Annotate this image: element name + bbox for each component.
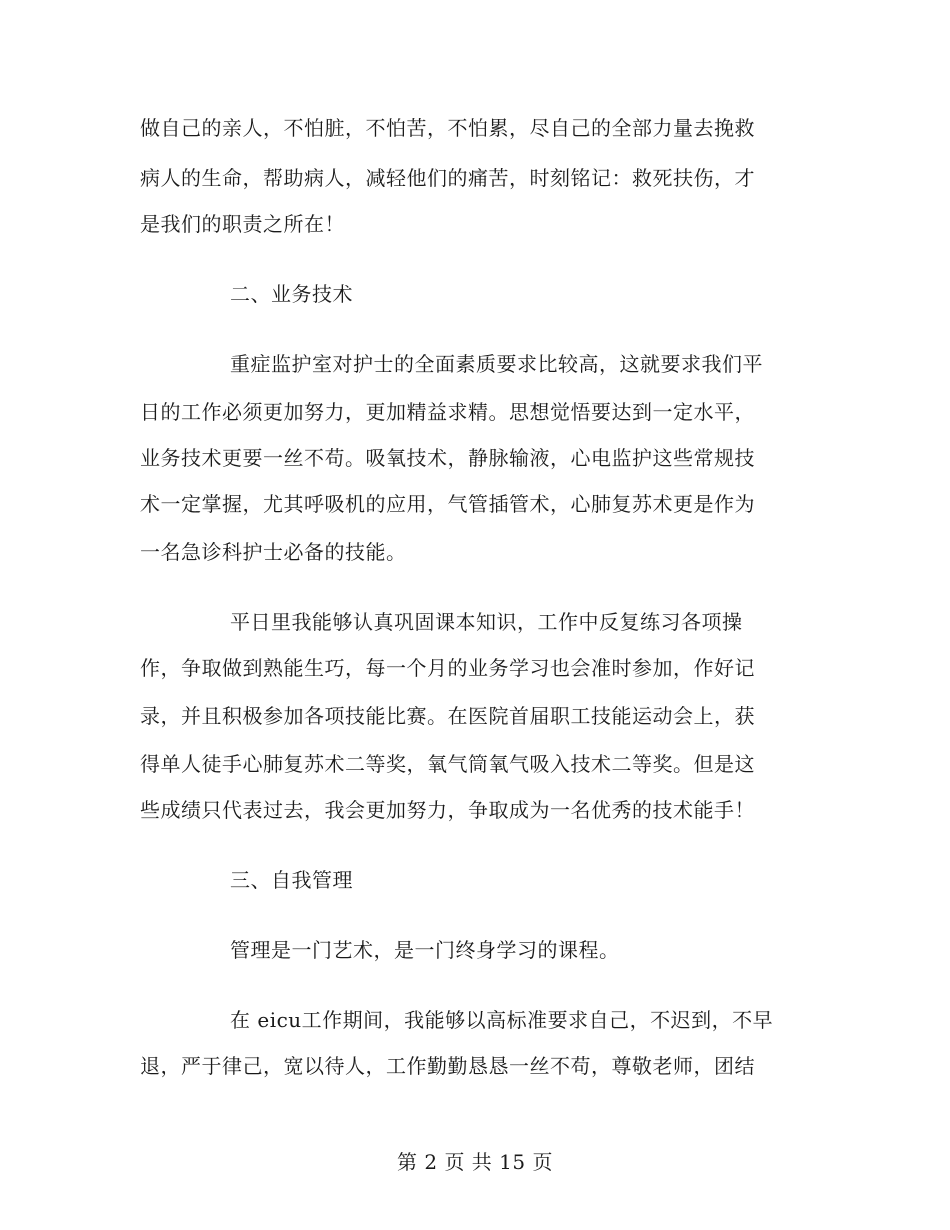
paragraph-line: 一名急诊科护士必备的技能。 bbox=[140, 540, 407, 564]
paragraph-line: 业务技术更要一丝不苟。吸氧技术，静脉输液，心电监护这些常规技 bbox=[140, 446, 755, 470]
paragraph-line: 病人的生命，帮助病人，减轻他们的痛苦，时刻铭记：救死扶伤，才 bbox=[140, 166, 755, 190]
paragraph-line: 在 eicu工作期间，我能够以高标准要求自己，不迟到，不早 bbox=[230, 1008, 774, 1032]
paragraph-line: 管理是一门艺术，是一门终身学习的课程。 bbox=[230, 938, 620, 962]
paragraph-line: 得单人徒手心肺复苏术二等奖，氧气筒氧气吸入技术二等奖。但是这 bbox=[140, 752, 755, 776]
section-heading-business-skills: 二、业务技术 bbox=[230, 282, 353, 306]
page-number-footer: 第 2 页 共 15 页 bbox=[397, 1150, 553, 1174]
paragraph-line: 重症监护室对护士的全面素质要求比较高，这就要求我们平 bbox=[230, 352, 763, 376]
paragraph-line: 是我们的职责之所在！ bbox=[140, 212, 345, 236]
paragraph-line: 做自己的亲人，不怕脏，不怕苦，不怕累，尽自己的全部力量去挽救 bbox=[140, 116, 755, 140]
paragraph-line: 退，严于律己，宽以待人，工作勤勤恳恳一丝不苟，尊敬老师，团结 bbox=[140, 1054, 755, 1078]
paragraph-line: 录，并且积极参加各项技能比赛。在医院首届职工技能运动会上，获 bbox=[140, 704, 755, 728]
paragraph-line: 平日里我能够认真巩固课本知识，工作中反复练习各项操 bbox=[230, 610, 743, 634]
paragraph-line: 日的工作必须更加努力，更加精益求精。思想觉悟要达到一定水平， bbox=[140, 400, 755, 424]
paragraph-line: 些成绩只代表过去，我会更加努力，争取成为一名优秀的技术能手！ bbox=[140, 798, 755, 822]
paragraph-line: 术一定掌握，尤其呼吸机的应用，气管插管术，心肺复苏术更是作为 bbox=[140, 492, 755, 516]
section-heading-self-management: 三、自我管理 bbox=[230, 868, 353, 892]
paragraph-line: 作，争取做到熟能生巧，每一个月的业务学习也会准时参加，作好记 bbox=[140, 656, 755, 680]
